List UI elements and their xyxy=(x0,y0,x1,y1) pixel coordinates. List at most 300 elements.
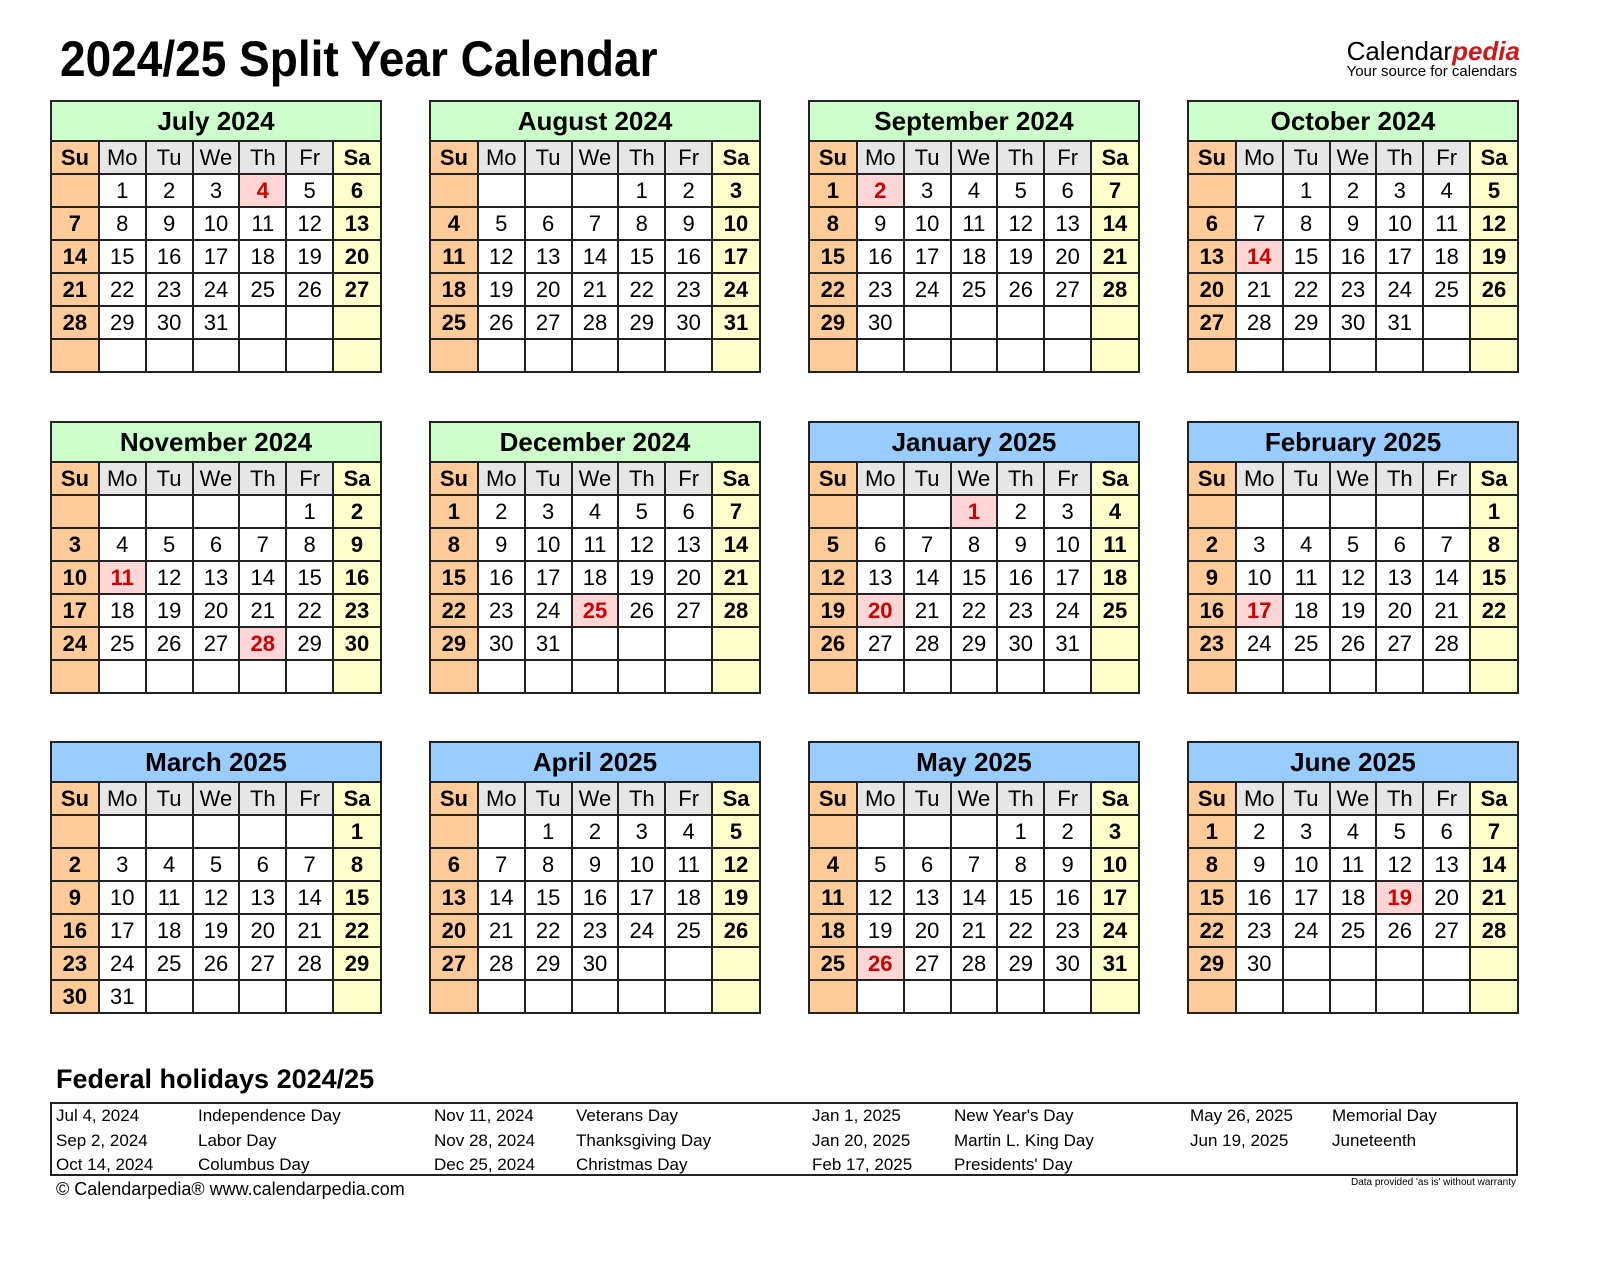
day-cell: 21 xyxy=(904,594,951,627)
empty-cell xyxy=(665,339,712,371)
day-cell: 14 xyxy=(1470,848,1517,881)
day-cell: 13 xyxy=(525,240,572,273)
day-cell: 21 xyxy=(286,914,333,947)
month-august-2024 xyxy=(429,100,761,373)
day-cell: 11 xyxy=(1283,561,1330,594)
day-cell: 3 xyxy=(1236,528,1283,561)
day-cell: 30 xyxy=(857,306,904,339)
day-cell: 27 xyxy=(193,627,240,660)
weekday-header: We xyxy=(572,463,619,495)
holiday-date: Oct 14, 2024 xyxy=(56,1155,154,1174)
day-cell: 22 xyxy=(333,914,380,947)
day-cell: 9 xyxy=(478,528,525,561)
day-cell: 12 xyxy=(1376,848,1423,881)
holiday-day-cell: 2 xyxy=(857,174,904,207)
day-cell: 9 xyxy=(1189,561,1236,594)
day-cell: 14 xyxy=(951,881,998,914)
day-cell: 26 xyxy=(193,947,240,980)
weekday-header: Tu xyxy=(525,783,572,815)
day-cell: 12 xyxy=(1330,561,1377,594)
empty-cell xyxy=(904,495,951,528)
weekday-header: Su xyxy=(431,463,478,495)
day-cell: 7 xyxy=(1423,528,1470,561)
day-cell: 9 xyxy=(572,848,619,881)
day-cell: 8 xyxy=(1470,528,1517,561)
empty-cell xyxy=(1423,980,1470,1012)
day-cell: 26 xyxy=(478,306,525,339)
empty-cell xyxy=(333,660,380,692)
empty-cell xyxy=(572,174,619,207)
day-cell: 13 xyxy=(1189,240,1236,273)
empty-cell xyxy=(99,339,146,371)
day-cell: 25 xyxy=(99,627,146,660)
weekday-header: Su xyxy=(431,783,478,815)
day-cell: 5 xyxy=(193,848,240,881)
empty-cell xyxy=(997,980,1044,1012)
weekday-header: We xyxy=(1330,783,1377,815)
empty-cell xyxy=(618,947,665,980)
day-cell: 1 xyxy=(810,174,857,207)
empty-cell xyxy=(146,660,193,692)
day-cell: 17 xyxy=(1091,881,1138,914)
day-cell: 1 xyxy=(1470,495,1517,528)
day-cell: 28 xyxy=(572,306,619,339)
empty-cell xyxy=(857,980,904,1012)
empty-cell xyxy=(286,339,333,371)
empty-cell xyxy=(572,660,619,692)
day-cell: 30 xyxy=(1044,947,1091,980)
weekday-header: Th xyxy=(239,142,286,174)
weekday-header: Tu xyxy=(525,463,572,495)
empty-cell xyxy=(1330,980,1377,1012)
weekday-header: Su xyxy=(810,463,857,495)
day-cell: 7 xyxy=(951,848,998,881)
empty-cell xyxy=(286,815,333,848)
day-cell: 7 xyxy=(52,207,99,240)
day-cell: 11 xyxy=(1423,207,1470,240)
empty-cell xyxy=(333,980,380,1012)
empty-cell xyxy=(1283,495,1330,528)
day-cell: 4 xyxy=(1423,174,1470,207)
month-title: May 2025 xyxy=(810,743,1138,783)
day-cell: 3 xyxy=(99,848,146,881)
empty-cell xyxy=(712,947,759,980)
weekday-header: Fr xyxy=(286,783,333,815)
day-cell: 11 xyxy=(1330,848,1377,881)
holiday-date: Jun 19, 2025 xyxy=(1190,1130,1289,1150)
empty-cell xyxy=(239,815,286,848)
day-cell: 24 xyxy=(99,947,146,980)
day-cell: 8 xyxy=(1283,207,1330,240)
day-cell: 11 xyxy=(431,240,478,273)
empty-cell xyxy=(52,174,99,207)
brand-logo xyxy=(1347,38,1520,80)
day-cell: 20 xyxy=(333,240,380,273)
holiday-name: Juneteenth xyxy=(1332,1130,1417,1150)
day-cell: 24 xyxy=(1044,594,1091,627)
weekday-header: Su xyxy=(1189,142,1236,174)
day-cell: 6 xyxy=(1376,528,1423,561)
empty-cell xyxy=(239,980,286,1012)
day-cell: 28 xyxy=(1470,914,1517,947)
day-cell: 19 xyxy=(1470,240,1517,273)
weekday-header: Fr xyxy=(665,463,712,495)
day-cell: 28 xyxy=(1091,273,1138,306)
holiday-date: Jan 20, 2025 xyxy=(812,1130,911,1150)
weekday-header: Mo xyxy=(857,783,904,815)
weekday-header: Th xyxy=(618,783,665,815)
month-title: July 2024 xyxy=(52,102,380,142)
month-december-2024 xyxy=(429,421,761,694)
weekday-header: Sa xyxy=(333,142,380,174)
day-cell: 17 xyxy=(99,914,146,947)
day-cell: 26 xyxy=(1376,914,1423,947)
day-cell: 16 xyxy=(997,561,1044,594)
day-cell: 1 xyxy=(431,495,478,528)
day-cell: 12 xyxy=(857,881,904,914)
empty-cell xyxy=(146,815,193,848)
day-cell: 16 xyxy=(146,240,193,273)
holiday-name: Veterans Day xyxy=(576,1106,679,1125)
day-cell: 28 xyxy=(478,947,525,980)
day-cell: 6 xyxy=(239,848,286,881)
day-cell: 2 xyxy=(1236,815,1283,848)
day-cell: 5 xyxy=(712,815,759,848)
day-cell: 5 xyxy=(286,174,333,207)
day-cell: 25 xyxy=(665,914,712,947)
day-cell: 5 xyxy=(618,495,665,528)
empty-cell xyxy=(857,660,904,692)
day-cell: 13 xyxy=(904,881,951,914)
day-cell: 23 xyxy=(52,947,99,980)
day-cell: 1 xyxy=(1283,174,1330,207)
day-cell: 4 xyxy=(810,848,857,881)
empty-cell xyxy=(1236,174,1283,207)
day-cell: 9 xyxy=(1330,207,1377,240)
empty-cell xyxy=(904,660,951,692)
day-cell: 17 xyxy=(712,240,759,273)
holiday-date: Sep 2, 2024 xyxy=(56,1130,148,1150)
day-cell: 18 xyxy=(239,240,286,273)
day-cell: 5 xyxy=(1470,174,1517,207)
day-cell: 1 xyxy=(333,815,380,848)
weekday-header: Sa xyxy=(1091,783,1138,815)
day-cell: 23 xyxy=(572,914,619,947)
day-cell: 1 xyxy=(286,495,333,528)
day-cell: 15 xyxy=(1283,240,1330,273)
day-cell: 1 xyxy=(997,815,1044,848)
empty-cell xyxy=(618,980,665,1012)
day-cell: 5 xyxy=(1376,815,1423,848)
day-cell: 26 xyxy=(1330,627,1377,660)
weekday-header: Mo xyxy=(478,783,525,815)
day-cell: 18 xyxy=(665,881,712,914)
day-cell: 17 xyxy=(52,594,99,627)
day-cell: 13 xyxy=(1423,848,1470,881)
federal-holidays-table xyxy=(50,1102,1518,1176)
day-cell: 3 xyxy=(525,495,572,528)
day-cell: 22 xyxy=(951,594,998,627)
day-cell: 4 xyxy=(665,815,712,848)
copyright: © Calendarpedia® www.calendarpedia.com xyxy=(56,1179,405,1199)
weekday-header: Su xyxy=(1189,463,1236,495)
day-cell: 17 xyxy=(1376,240,1423,273)
empty-cell xyxy=(997,339,1044,371)
brand-accent: pedia xyxy=(1452,36,1520,66)
empty-cell xyxy=(572,339,619,371)
empty-cell xyxy=(1189,660,1236,692)
empty-cell xyxy=(712,980,759,1012)
weekday-header: Mo xyxy=(99,463,146,495)
weekday-header: Sa xyxy=(1091,463,1138,495)
day-cell: 13 xyxy=(239,881,286,914)
weekday-header: Sa xyxy=(333,783,380,815)
day-cell: 15 xyxy=(431,561,478,594)
holiday-day-cell: 20 xyxy=(857,594,904,627)
day-cell: 13 xyxy=(857,561,904,594)
day-cell: 25 xyxy=(1330,914,1377,947)
weekday-header: Su xyxy=(810,142,857,174)
day-cell: 11 xyxy=(951,207,998,240)
empty-cell xyxy=(99,815,146,848)
empty-cell xyxy=(478,980,525,1012)
day-cell: 21 xyxy=(951,914,998,947)
day-cell: 1 xyxy=(1189,815,1236,848)
weekday-header: We xyxy=(193,463,240,495)
day-cell: 12 xyxy=(193,881,240,914)
weekday-header: Th xyxy=(997,142,1044,174)
day-cell: 15 xyxy=(333,881,380,914)
day-cell: 19 xyxy=(997,240,1044,273)
day-cell: 7 xyxy=(1236,207,1283,240)
empty-cell xyxy=(1376,495,1423,528)
day-cell: 30 xyxy=(52,980,99,1012)
weekday-header: Mo xyxy=(99,142,146,174)
day-cell: 21 xyxy=(712,561,759,594)
day-cell: 15 xyxy=(618,240,665,273)
day-cell: 7 xyxy=(1091,174,1138,207)
weekday-header: Fr xyxy=(665,783,712,815)
day-cell: 18 xyxy=(572,561,619,594)
empty-cell xyxy=(193,980,240,1012)
weekday-header: Tu xyxy=(1283,783,1330,815)
day-cell: 13 xyxy=(193,561,240,594)
holiday-day-cell: 28 xyxy=(239,627,286,660)
empty-cell xyxy=(810,495,857,528)
day-cell: 28 xyxy=(951,947,998,980)
month-october-2024 xyxy=(1187,100,1519,373)
day-cell: 31 xyxy=(99,980,146,1012)
day-cell: 21 xyxy=(1423,594,1470,627)
weekday-header: Su xyxy=(810,783,857,815)
day-cell: 24 xyxy=(1283,914,1330,947)
empty-cell xyxy=(618,627,665,660)
empty-cell xyxy=(904,306,951,339)
empty-cell xyxy=(810,339,857,371)
day-cell: 15 xyxy=(1470,561,1517,594)
empty-cell xyxy=(333,339,380,371)
empty-cell xyxy=(478,174,525,207)
day-cell: 27 xyxy=(1189,306,1236,339)
day-cell: 30 xyxy=(333,627,380,660)
empty-cell xyxy=(1423,947,1470,980)
day-cell: 14 xyxy=(1423,561,1470,594)
day-cell: 14 xyxy=(52,240,99,273)
day-cell: 28 xyxy=(712,594,759,627)
day-cell: 8 xyxy=(99,207,146,240)
weekday-header: Sa xyxy=(712,463,759,495)
day-cell: 20 xyxy=(239,914,286,947)
weekday-header: Su xyxy=(431,142,478,174)
day-cell: 22 xyxy=(525,914,572,947)
day-cell: 13 xyxy=(1044,207,1091,240)
day-cell: 28 xyxy=(1236,306,1283,339)
day-cell: 22 xyxy=(1283,273,1330,306)
day-cell: 23 xyxy=(333,594,380,627)
day-cell: 2 xyxy=(52,848,99,881)
day-cell: 29 xyxy=(525,947,572,980)
month-september-2024 xyxy=(808,100,1140,373)
holiday-name: Martin L. King Day xyxy=(954,1130,1094,1150)
day-cell: 25 xyxy=(239,273,286,306)
weekday-header: Sa xyxy=(1470,783,1517,815)
weekday-header: Th xyxy=(997,783,1044,815)
day-cell: 24 xyxy=(1091,914,1138,947)
day-cell: 25 xyxy=(431,306,478,339)
empty-cell xyxy=(99,660,146,692)
day-cell: 3 xyxy=(1044,495,1091,528)
day-cell: 25 xyxy=(1091,594,1138,627)
day-cell: 11 xyxy=(239,207,286,240)
day-cell: 24 xyxy=(1236,627,1283,660)
month-title: December 2024 xyxy=(431,423,759,463)
holiday-date: Nov 28, 2024 xyxy=(434,1130,536,1150)
holiday-name: Christmas Day xyxy=(576,1155,688,1174)
empty-cell xyxy=(239,495,286,528)
day-cell: 27 xyxy=(431,947,478,980)
empty-cell xyxy=(810,980,857,1012)
day-cell: 6 xyxy=(904,848,951,881)
day-cell: 18 xyxy=(1423,240,1470,273)
day-cell: 17 xyxy=(525,561,572,594)
month-february-2025 xyxy=(1187,421,1519,694)
day-cell: 12 xyxy=(146,561,193,594)
empty-cell xyxy=(52,495,99,528)
day-cell: 19 xyxy=(286,240,333,273)
day-cell: 12 xyxy=(997,207,1044,240)
weekday-header: Tu xyxy=(1283,463,1330,495)
weekday-header: Th xyxy=(1376,463,1423,495)
empty-cell xyxy=(1423,660,1470,692)
weekday-header: Sa xyxy=(712,783,759,815)
empty-cell xyxy=(193,495,240,528)
day-cell: 15 xyxy=(951,561,998,594)
disclaimer: Data provided 'as is' without warranty xyxy=(1350,1177,1516,1188)
day-cell: 15 xyxy=(99,240,146,273)
day-cell: 22 xyxy=(997,914,1044,947)
day-cell: 14 xyxy=(286,881,333,914)
empty-cell xyxy=(810,815,857,848)
day-cell: 21 xyxy=(52,273,99,306)
day-cell: 29 xyxy=(951,627,998,660)
day-cell: 17 xyxy=(904,240,951,273)
day-cell: 28 xyxy=(286,947,333,980)
brand-tagline: Your source for calendars xyxy=(1346,63,1517,80)
weekday-header: Th xyxy=(239,463,286,495)
day-cell: 16 xyxy=(1330,240,1377,273)
empty-cell xyxy=(52,339,99,371)
empty-cell xyxy=(1330,660,1377,692)
day-cell: 24 xyxy=(52,627,99,660)
day-cell: 10 xyxy=(1376,207,1423,240)
day-cell: 21 xyxy=(572,273,619,306)
weekday-header: Sa xyxy=(1091,142,1138,174)
day-cell: 1 xyxy=(99,174,146,207)
day-cell: 31 xyxy=(1376,306,1423,339)
empty-cell xyxy=(431,339,478,371)
empty-cell xyxy=(1470,980,1517,1012)
empty-cell xyxy=(1330,495,1377,528)
day-cell: 30 xyxy=(997,627,1044,660)
day-cell: 7 xyxy=(572,207,619,240)
empty-cell xyxy=(193,660,240,692)
holiday-name: Labor Day xyxy=(198,1130,277,1150)
empty-cell xyxy=(1236,495,1283,528)
day-cell: 10 xyxy=(52,561,99,594)
day-cell: 15 xyxy=(1189,881,1236,914)
day-cell: 7 xyxy=(478,848,525,881)
day-cell: 25 xyxy=(810,947,857,980)
holiday-name: Thanksgiving Day xyxy=(576,1130,712,1150)
empty-cell xyxy=(997,660,1044,692)
month-june-2025 xyxy=(1187,741,1519,1014)
day-cell: 20 xyxy=(1376,594,1423,627)
month-title: April 2025 xyxy=(431,743,759,783)
day-cell: 18 xyxy=(1091,561,1138,594)
day-cell: 3 xyxy=(618,815,665,848)
day-cell: 31 xyxy=(193,306,240,339)
day-cell: 29 xyxy=(333,947,380,980)
day-cell: 13 xyxy=(431,881,478,914)
day-cell: 29 xyxy=(99,306,146,339)
day-cell: 5 xyxy=(997,174,1044,207)
holiday-day-cell: 1 xyxy=(951,495,998,528)
empty-cell xyxy=(146,980,193,1012)
day-cell: 15 xyxy=(810,240,857,273)
empty-cell xyxy=(712,660,759,692)
day-cell: 27 xyxy=(1423,914,1470,947)
empty-cell xyxy=(951,980,998,1012)
day-cell: 23 xyxy=(146,273,193,306)
day-cell: 2 xyxy=(146,174,193,207)
day-cell: 27 xyxy=(1044,273,1091,306)
day-cell: 18 xyxy=(431,273,478,306)
day-cell: 23 xyxy=(997,594,1044,627)
day-cell: 23 xyxy=(478,594,525,627)
day-cell: 12 xyxy=(712,848,759,881)
empty-cell xyxy=(99,495,146,528)
day-cell: 16 xyxy=(665,240,712,273)
day-cell: 11 xyxy=(572,528,619,561)
empty-cell xyxy=(1376,339,1423,371)
day-cell: 23 xyxy=(1044,914,1091,947)
weekday-header: Fr xyxy=(1044,783,1091,815)
day-cell: 16 xyxy=(1236,881,1283,914)
empty-cell xyxy=(146,495,193,528)
day-cell: 25 xyxy=(1283,627,1330,660)
day-cell: 6 xyxy=(525,207,572,240)
day-cell: 2 xyxy=(1189,528,1236,561)
